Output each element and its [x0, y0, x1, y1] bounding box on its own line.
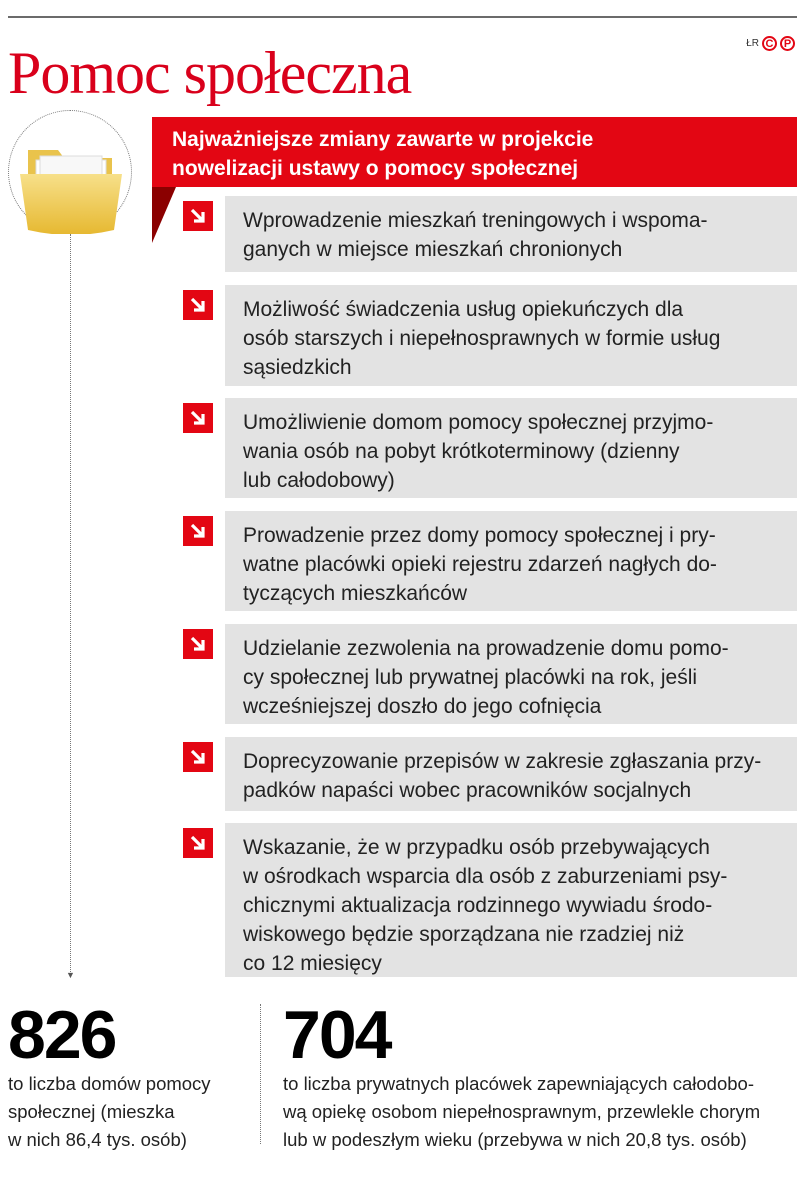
stat-divider: [260, 1004, 261, 1144]
list-item-line: wania osób na pobyt krótkoterminowy (dzienny: [243, 440, 680, 463]
list-item: [225, 737, 797, 811]
stat-line: lub w podeszłym wieku (przebywa w nich 20,8 tys. osób): [283, 1129, 747, 1150]
list-item-line: co 12 miesięcy: [243, 952, 382, 975]
list-item: [225, 511, 797, 611]
stat-line: społecznej (mieszka: [8, 1101, 175, 1122]
list-item-line: Doprecyzowanie przepisów w zakresie zgłaszania przy-: [243, 750, 762, 773]
list-item: [225, 196, 797, 272]
stat-description: [8, 1070, 211, 1154]
list-item-line: osób starszych i niepełnosprawnych w formie usług: [243, 327, 721, 350]
list-item-line: watne placówki opieki rejestru zdarzeń nagłych do-: [243, 553, 717, 576]
list-item: [225, 624, 797, 724]
list-item-line: Prowadzenie przez domy pomocy społecznej i pry-: [243, 524, 716, 547]
list-item-line: tyczących mieszkańców: [243, 582, 468, 605]
stat-description: [283, 1070, 760, 1154]
header-line: nowelizacji ustawy o pomocy społecznej: [172, 157, 579, 180]
arrow-down-right-icon: [183, 516, 213, 546]
list-item-line: Wprowadzenie mieszkań treningowych i wspoma-: [243, 209, 708, 232]
header-line: Najważniejsze zmiany zawarte w projekcie: [172, 128, 594, 151]
stat-line: w nich 86,4 tys. osób): [8, 1129, 187, 1150]
arrow-down-right-icon: [183, 403, 213, 433]
stat-homes: [8, 997, 211, 1154]
list-item-line: wiskowego będzie sporządzana nie rzadziej niż: [243, 923, 685, 946]
stat-number: 826: [8, 997, 116, 1073]
logo-c-icon: C: [762, 36, 777, 51]
list-item-line: cy społecznej lub prywatnej placówki na rok, jeśli: [243, 666, 698, 689]
header-fold: [152, 187, 176, 243]
author-initials: ŁR: [746, 38, 759, 49]
arrow-down-right-icon: [183, 629, 213, 659]
stat-line: to liczba prywatnych placówek zapewniających całodobo-: [283, 1073, 754, 1094]
section-header: [152, 117, 797, 187]
list-item-line: chicznymi aktualizacja rodzinnego wywiadu środo-: [243, 894, 713, 917]
stat-number: 704: [283, 997, 391, 1073]
credit: [746, 36, 795, 51]
stat-private-facilities: [283, 997, 761, 1154]
top-rule: [8, 16, 797, 18]
list-item-line: padków napaści wobec pracowników socjalnych: [243, 779, 692, 802]
list-item-line: w ośrodkach wsparcia dla osób z zaburzeniami psy-: [243, 865, 728, 888]
arrow-down-right-icon: [183, 742, 213, 772]
list-item-line: Umożliwienie domom pomocy społecznej przyjmo-: [243, 411, 714, 434]
arrow-down-right-icon: [183, 201, 213, 231]
list-item-line: Wskazanie, że w przypadku osób przebywających: [243, 836, 710, 859]
page-title: Pomoc społeczna: [8, 40, 412, 106]
list-item-line: ganych w miejsce mieszkań chronionych: [243, 238, 623, 261]
timeline-dotted-line: [70, 234, 71, 974]
list-item-line: lub całodobowy): [243, 469, 395, 492]
list-item-line: wcześniejszej doszło do jego cofnięcia: [243, 695, 602, 718]
list-item-line: Możliwość świadczenia usług opiekuńczych dla: [243, 298, 684, 321]
list-item: [225, 398, 797, 498]
list-item: [225, 285, 797, 386]
logo-p-icon: P: [780, 36, 795, 51]
list-item-line: sąsiedzkich: [243, 356, 352, 379]
arrow-down-right-icon: [183, 828, 213, 858]
stat-line: to liczba domów pomocy: [8, 1073, 211, 1094]
chevron-down-icon: ▼: [66, 970, 75, 980]
stat-line: wą opiekę osobom niepełnosprawnym, przewlekle chorym: [283, 1101, 761, 1122]
list-item-line: Udzielanie zezwolenia na prowadzenie domu pomo-: [243, 637, 729, 660]
folder-icon: [18, 148, 124, 234]
arrow-down-right-icon: [183, 290, 213, 320]
list-item: [225, 823, 797, 977]
